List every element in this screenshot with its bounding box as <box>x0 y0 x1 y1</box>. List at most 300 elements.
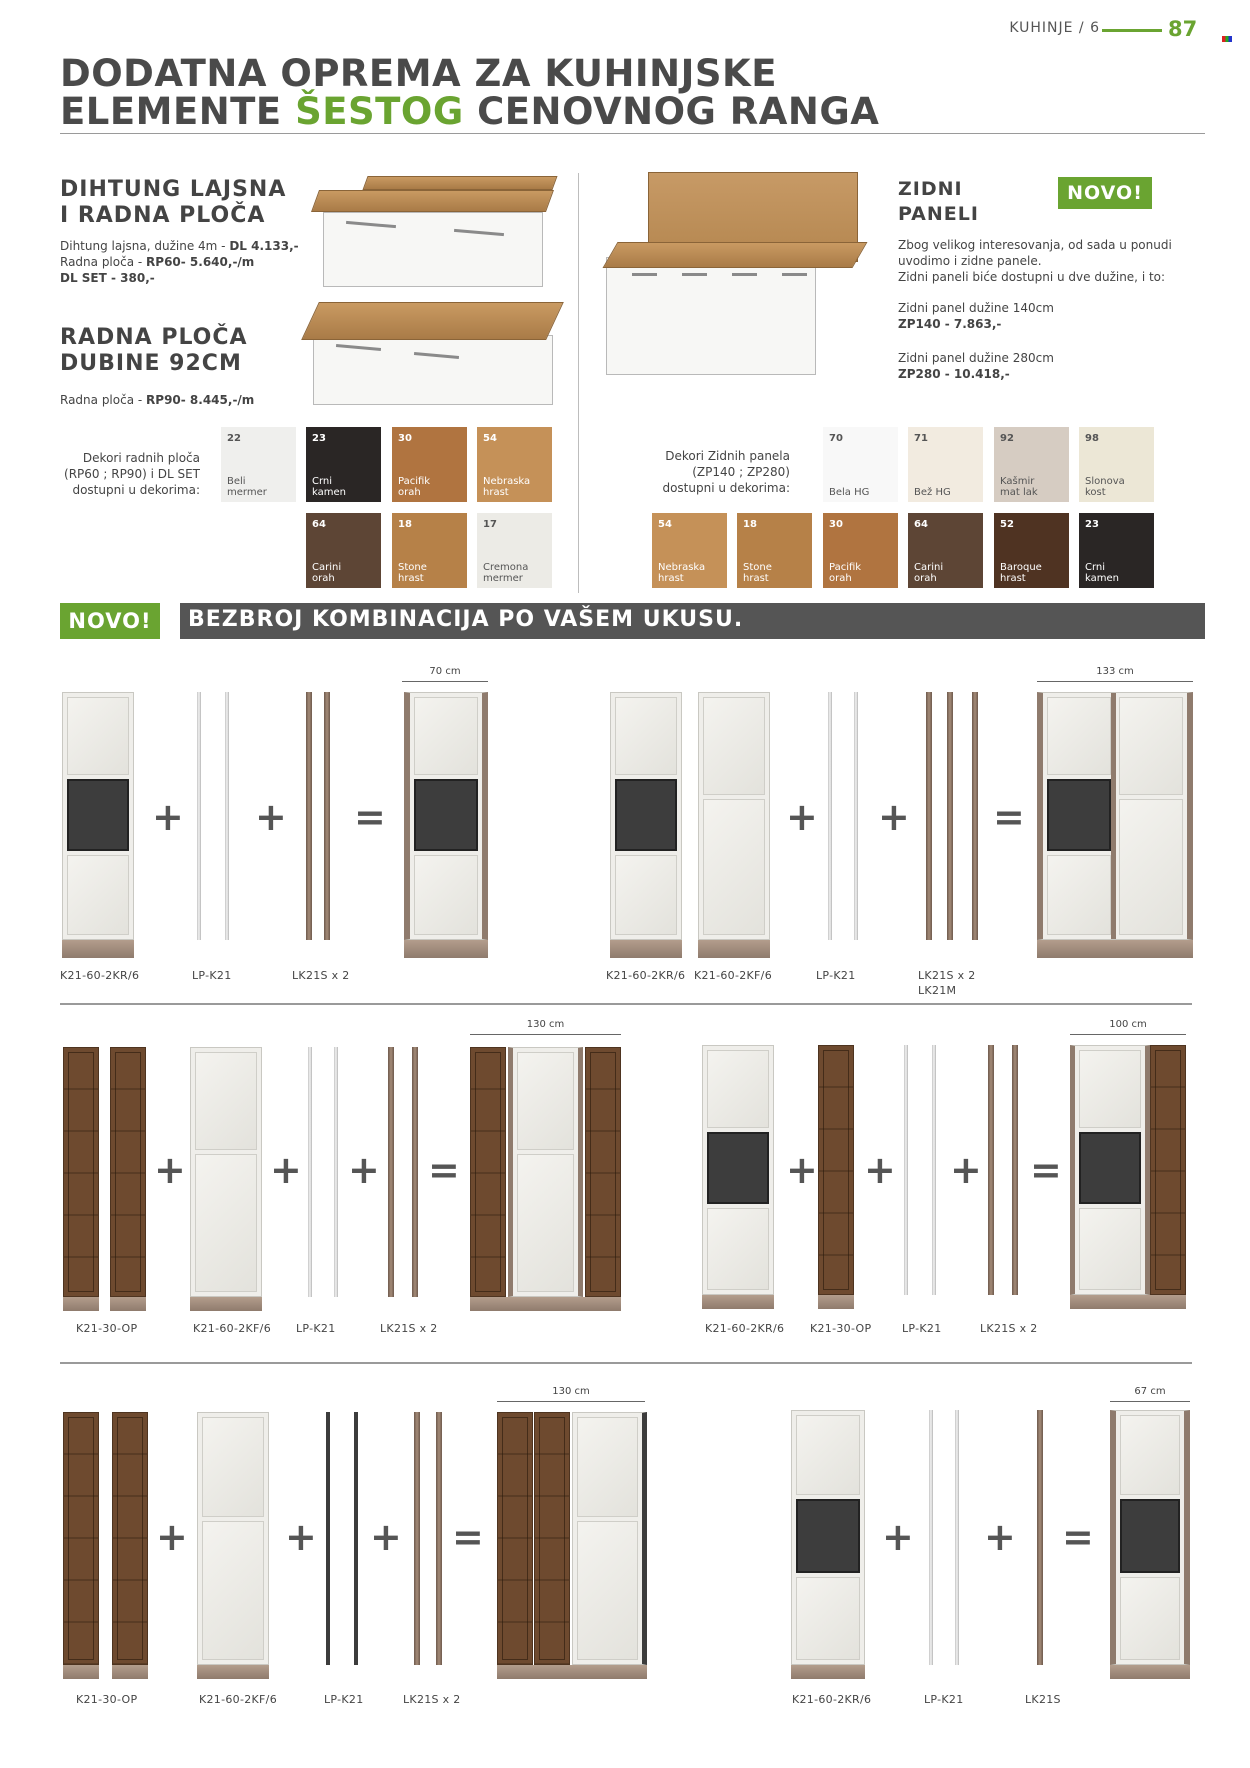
assembled-tall-oven <box>1070 1045 1150 1295</box>
cabinet-door <box>703 697 765 795</box>
cabinet-door <box>577 1417 638 1517</box>
plus-sign: + <box>270 1148 302 1192</box>
decor-swatch <box>823 513 898 588</box>
swatch-number: 70 <box>829 433 843 444</box>
swatch-name-line: Bež HG <box>914 487 951 498</box>
oven-niche <box>1120 1499 1180 1573</box>
cabinet-door <box>707 1050 769 1128</box>
title-divider <box>60 133 1205 134</box>
radna-title-1: RADNA PLOČA <box>60 325 248 350</box>
plinth <box>197 1665 269 1679</box>
cabinet-door <box>796 1415 860 1495</box>
swatch-number: 54 <box>658 519 672 530</box>
cabinet-door <box>1079 1050 1141 1128</box>
decor-swatch <box>652 513 727 588</box>
swatch-name <box>398 562 427 584</box>
decor-swatch <box>994 427 1069 502</box>
side-strip-lk <box>412 1047 418 1297</box>
plus-sign: + <box>370 1515 402 1559</box>
cabinet-door <box>1119 799 1183 935</box>
part-label: K21-30-OP <box>76 1322 138 1335</box>
oven-niche <box>67 779 129 851</box>
side-panel-lp <box>929 1410 933 1665</box>
decor-swatch <box>994 513 1069 588</box>
equals-sign: = <box>354 795 386 839</box>
cabinet-door <box>1120 1577 1180 1660</box>
side-panel-lp <box>854 692 858 940</box>
plinth <box>63 1297 99 1311</box>
plinth <box>1110 1665 1190 1679</box>
side-panel-lp <box>326 1412 330 1665</box>
cabinet-door <box>1047 855 1111 935</box>
oven-niche <box>615 779 677 851</box>
zidni-intro <box>898 237 1188 285</box>
tall-fridge-cabinet <box>190 1047 262 1297</box>
swatch-name <box>743 562 772 584</box>
dihtung-line-1-price: DL 4.133,- <box>229 239 299 253</box>
door-handle <box>782 273 807 276</box>
dihtung-line-3 <box>60 270 300 286</box>
dihtung-title-2: I RADNA PLOČA <box>60 203 266 228</box>
side-panel-lp <box>354 1412 358 1665</box>
drawer-handle <box>454 229 504 236</box>
cabinet-door <box>1047 697 1111 775</box>
section-divider <box>578 173 579 593</box>
part-label: LK21S <box>1025 1693 1061 1706</box>
plus-sign: + <box>786 1148 818 1192</box>
plinth <box>1070 1295 1186 1309</box>
width-label: 70 cm <box>429 666 461 677</box>
banner-novo-badge: NOVO! <box>60 603 160 639</box>
plinth <box>62 940 134 958</box>
caption-line: Dekori Zidnih panela <box>665 449 790 463</box>
cabinet-door <box>1120 1415 1180 1495</box>
width-label: 130 cm <box>552 1386 590 1397</box>
swatch-name <box>658 562 705 584</box>
decor-swatch <box>823 427 898 502</box>
side-strip-lk <box>414 1412 420 1665</box>
drawer-handle <box>336 344 381 351</box>
oven-niche <box>707 1132 769 1204</box>
side-strip-lk <box>947 692 953 940</box>
zidni-140 <box>898 300 1054 332</box>
swatch-name-line: Stone <box>743 562 772 573</box>
banner-text: BEZBROJ KOMBINACIJA PO VAŠEM UKUSU. <box>180 603 1205 639</box>
open-shelf-cabinet <box>497 1412 533 1665</box>
plinth <box>1037 940 1193 958</box>
part-label: LK21M <box>918 984 957 997</box>
oven-niche <box>796 1499 860 1573</box>
dihtung-line-2-text: Radna ploča - <box>60 255 147 269</box>
panel-280-price: ZP280 - 10.418,- <box>898 367 1010 381</box>
side-panel-lp <box>828 692 832 940</box>
tall-fridge-cabinet <box>197 1412 269 1665</box>
cabinet-door <box>517 1154 574 1292</box>
plus-sign: + <box>878 795 910 839</box>
plinth <box>63 1665 99 1679</box>
side-strip-lk <box>324 692 330 940</box>
equals-sign: = <box>1030 1148 1062 1192</box>
wall-panel-image <box>598 172 868 402</box>
plinth <box>497 1665 647 1679</box>
swatch-number: 22 <box>227 433 241 444</box>
decor-swatch <box>477 427 552 502</box>
equals-sign: = <box>1062 1515 1094 1559</box>
plinth <box>404 940 488 958</box>
intro-line: Zidni paneli biće dostupni u dve dužine, i to: <box>898 270 1166 284</box>
swatch-name-line: Nebraska <box>483 476 531 487</box>
dimension-line <box>1110 1401 1190 1402</box>
seal-strip <box>362 176 557 190</box>
plinth <box>698 940 770 958</box>
open-shelf-cabinet <box>112 1412 148 1665</box>
dimension-line <box>1070 1034 1186 1035</box>
plus-sign: + <box>348 1148 380 1192</box>
swatch-number: 71 <box>914 433 928 444</box>
dihtung-prices <box>60 238 300 286</box>
decor-swatch <box>908 427 983 502</box>
part-label: LP-K21 <box>324 1693 364 1706</box>
cabinet-door <box>202 1417 264 1517</box>
plus-sign: + <box>950 1148 982 1192</box>
swatch-number: 17 <box>483 519 497 530</box>
tall-oven-cabinet <box>791 1410 865 1665</box>
part-label: LP-K21 <box>816 969 856 982</box>
tall-fridge-cabinet <box>572 1412 647 1665</box>
section-label: KUHINJE / 6 <box>1009 20 1100 36</box>
open-shelf-cabinet <box>63 1412 99 1665</box>
swatch-number: 18 <box>743 519 757 530</box>
drawer-handle <box>346 221 396 228</box>
swatch-number: 64 <box>312 519 326 530</box>
swatch-name-line: mermer <box>483 573 523 584</box>
cabinet-door <box>414 855 478 935</box>
swatch-name <box>914 487 951 498</box>
swatch-name-line: Carini <box>312 562 342 573</box>
swatch-name-line: kamen <box>312 487 346 498</box>
plinth <box>190 1297 262 1311</box>
decor-swatch <box>392 427 467 502</box>
cabinet-door <box>577 1521 638 1660</box>
side-panel-lp <box>932 1045 936 1295</box>
dihtung-title-1: DIHTUNG LAJSNA <box>60 177 287 202</box>
cabinet-door <box>195 1154 257 1292</box>
assembled-tall-oven <box>1110 1410 1190 1665</box>
dihtung-line-3-price: DL SET - 380,- <box>60 271 155 285</box>
zidni-title <box>898 177 979 227</box>
part-label: LK21S x 2 <box>403 1693 461 1706</box>
swatch-name <box>829 487 869 498</box>
plus-sign: + <box>984 1515 1016 1559</box>
dimension-line <box>1037 681 1193 682</box>
decor-swatch <box>306 513 381 588</box>
panel-140-text: Zidni panel dužine 140cm <box>898 301 1054 315</box>
part-label: K21-60-2KF/6 <box>199 1693 277 1706</box>
cabinet-door <box>1119 697 1183 795</box>
zidni-title-1: ZIDNI <box>898 178 963 200</box>
plinth <box>818 1295 854 1309</box>
decor-swatch <box>1079 513 1154 588</box>
swatch-number: 52 <box>1000 519 1014 530</box>
swatch-name <box>398 476 430 498</box>
equals-sign: = <box>428 1148 460 1192</box>
decor-swatch <box>306 427 381 502</box>
dihtung-line-2 <box>60 254 300 270</box>
swatch-number: 64 <box>914 519 928 530</box>
equals-sign: = <box>993 795 1025 839</box>
swatch-name-line: kamen <box>1085 573 1119 584</box>
plus-sign: + <box>285 1515 317 1559</box>
plus-sign: + <box>786 795 818 839</box>
swatch-name-line: hrast <box>743 573 769 584</box>
dihtung-line-1 <box>60 238 300 254</box>
cabinet-door <box>414 697 478 775</box>
swatch-name <box>829 562 861 584</box>
swatch-name-line: Stone <box>398 562 427 573</box>
tall-fridge-cabinet <box>508 1047 583 1297</box>
side-strip-lk <box>1012 1045 1018 1295</box>
side-panel-lp <box>904 1045 908 1295</box>
cabinet-door <box>707 1208 769 1290</box>
part-label: K21-60-2KR/6 <box>60 969 140 982</box>
width-label: 67 cm <box>1134 1386 1166 1397</box>
plinth <box>112 1665 148 1679</box>
swatch-name-line: mermer <box>227 487 267 498</box>
decor-swatch <box>221 427 296 502</box>
decor-swatch <box>1079 427 1154 502</box>
swatch-name <box>1000 562 1042 584</box>
caption-line: (ZP140 ; ZP280) <box>692 465 790 479</box>
caption-line: (RP60 ; RP90) i DL SET <box>64 467 200 481</box>
swatch-name-line: hrast <box>483 487 509 498</box>
swatch-name-line: Carini <box>914 562 944 573</box>
plus-sign: + <box>255 795 287 839</box>
equals-sign: = <box>452 1515 484 1559</box>
cabinet-door <box>67 697 129 775</box>
decor-swatch <box>477 513 552 588</box>
cabinet-door <box>1079 1208 1141 1290</box>
width-label: 133 cm <box>1096 666 1134 677</box>
swatch-name-line: Pacifik <box>398 476 431 487</box>
swatch-name-line: Kašmir <box>1000 476 1035 487</box>
countertop <box>602 242 867 268</box>
panel-140-price: ZP140 - 7.863,- <box>898 317 1002 331</box>
intro-line: Zbog velikog interesovanja, od sada u ponudi <box>898 238 1172 252</box>
assembled-tall-oven <box>404 692 488 940</box>
decor-swatch <box>392 513 467 588</box>
caption-line: dostupni u dekorima: <box>662 481 790 495</box>
plinth <box>791 1665 865 1679</box>
part-label: K21-60-2KR/6 <box>792 1693 872 1706</box>
swatch-name <box>914 562 943 584</box>
door-handle <box>682 273 707 276</box>
title-line-1: DODATNA OPREMA ZA KUHINJSKE <box>60 52 778 95</box>
open-shelf-cabinet <box>470 1047 506 1297</box>
decor-swatch <box>737 513 812 588</box>
part-label: LK21S x 2 <box>292 969 350 982</box>
door-handle <box>732 273 757 276</box>
part-label: LK21S x 2 <box>380 1322 438 1335</box>
swatch-name-line: hrast <box>398 573 424 584</box>
swatch-name-line: Crni <box>312 476 333 487</box>
plus-sign: + <box>154 1148 186 1192</box>
header-rule <box>1102 29 1162 32</box>
part-label: K21-30-OP <box>76 1693 138 1706</box>
swatch-name-line: Crni <box>1085 562 1106 573</box>
part-label: LK21S x 2 <box>980 1322 1038 1335</box>
swatch-name-line: Slonova <box>1085 476 1125 487</box>
swatch-name <box>483 562 528 584</box>
swatch-number: 30 <box>398 433 412 444</box>
oven-niche <box>414 779 478 851</box>
open-shelf-cabinet <box>585 1047 621 1297</box>
caption-line: dostupni u dekorima: <box>72 483 200 497</box>
plinth <box>470 1297 621 1311</box>
title-part-b: CENOVNOG RANGA <box>463 90 880 133</box>
part-label: LP-K21 <box>296 1322 336 1335</box>
swatch-name-line: orah <box>829 573 852 584</box>
side-panel-lp <box>225 692 229 940</box>
swatch-name-line: hrast <box>1000 573 1026 584</box>
swatch-name-line: hrast <box>658 573 684 584</box>
zidni-280 <box>898 350 1054 382</box>
plinth <box>702 1295 774 1309</box>
swatch-name <box>483 476 530 498</box>
side-strip-lk <box>388 1047 394 1297</box>
part-label: LP-K21 <box>924 1693 964 1706</box>
countertop-with-strip-image <box>315 172 555 292</box>
side-panel-lp <box>955 1410 959 1665</box>
part-label: LP-K21 <box>192 969 232 982</box>
tall-fridge-cabinet <box>698 692 770 940</box>
part-label: K21-60-2KR/6 <box>705 1322 785 1335</box>
width-label: 100 cm <box>1109 1019 1147 1030</box>
side-panel-lp <box>308 1047 312 1297</box>
drawer-handle <box>414 352 459 359</box>
radna-title <box>60 325 248 377</box>
swatch-number: 30 <box>829 519 843 530</box>
part-label: K21-60-2KF/6 <box>694 969 772 982</box>
part-label: LP-K21 <box>902 1322 942 1335</box>
swatch-number: 98 <box>1085 433 1099 444</box>
plus-sign: + <box>882 1515 914 1559</box>
intro-line: uvodimo i zidne panele. <box>898 254 1042 268</box>
swatch-number: 23 <box>1085 519 1099 530</box>
dimension-line <box>470 1034 621 1035</box>
oven-niche <box>1079 1132 1141 1204</box>
swatch-name-line: Cremona <box>483 562 529 573</box>
part-label: LK21S x 2 <box>918 969 976 982</box>
radna-line-text: Radna ploča - <box>60 393 147 407</box>
countertop <box>311 190 554 212</box>
cabinet-door <box>202 1521 264 1660</box>
swatch-name <box>312 562 341 584</box>
radna-price-line <box>60 392 254 408</box>
side-strip-lk <box>306 692 312 940</box>
plus-sign: + <box>864 1148 896 1192</box>
panel-280-text: Zidni panel dužine 280cm <box>898 351 1054 365</box>
zidni-title-2: PANELI <box>898 203 979 225</box>
base-cabinet <box>313 335 553 405</box>
dekori-radnih-caption <box>60 450 200 498</box>
open-shelf-cabinet <box>818 1045 854 1295</box>
door-handle <box>632 273 657 276</box>
swatch-name <box>1085 476 1125 498</box>
swatch-name-line: Nebraska <box>658 562 706 573</box>
swatch-number: 18 <box>398 519 412 530</box>
dihtung-line-2-price: RP60- 5.640,-/m <box>146 255 255 269</box>
side-strip-lk <box>436 1412 442 1665</box>
side-strip-lk <box>926 692 932 940</box>
tall-oven-cabinet <box>702 1045 774 1295</box>
countertop <box>301 302 564 340</box>
decor-swatch <box>908 513 983 588</box>
swatch-name <box>1085 562 1119 584</box>
swatch-name-line: orah <box>312 573 335 584</box>
title-line-2 <box>60 90 880 133</box>
open-shelf-cabinet <box>1150 1045 1186 1295</box>
deep-countertop-image <box>305 300 560 410</box>
open-shelf-cabinet <box>534 1412 570 1665</box>
cabinet-door <box>796 1577 860 1660</box>
caption-line: Dekori radnih ploča <box>82 451 200 465</box>
row-divider <box>60 1362 1192 1364</box>
radna-title-2: DUBINE 92CM <box>60 351 242 376</box>
swatch-name-line: Bela HG <box>829 487 870 498</box>
swatch-name <box>312 476 346 498</box>
swatch-number: 92 <box>1000 433 1014 444</box>
dimension-line <box>402 681 488 682</box>
dimension-line <box>497 1401 645 1402</box>
cabinet-door <box>615 697 677 775</box>
novo-badge: NOVO! <box>1058 177 1152 209</box>
swatch-name-line: Pacifik <box>829 562 862 573</box>
swatch-name-line: Beli <box>227 476 246 487</box>
width-label: 130 cm <box>526 1019 565 1030</box>
swatch-number: 23 <box>312 433 326 444</box>
cabinet-door <box>703 799 765 935</box>
side-strip-lk <box>972 692 978 940</box>
tall-oven-cabinet <box>62 692 134 940</box>
cabinet-door <box>615 855 677 935</box>
plinth <box>610 940 682 958</box>
row-divider <box>60 1003 1192 1005</box>
page-number: 87 <box>1168 17 1198 41</box>
side-strip-lk <box>1037 1410 1043 1665</box>
dekori-zidnih-caption <box>640 448 790 496</box>
open-shelf-cabinet <box>110 1047 146 1297</box>
title-part-a: ELEMENTE <box>60 90 296 133</box>
assembled-oven-fridge <box>1037 692 1193 940</box>
radna-line-price: RP90- 8.445,-/m <box>146 393 255 407</box>
side-strip-lk <box>988 1045 994 1295</box>
dihtung-line-1-text: Dihtung lajsna, dužine 4m - <box>60 239 230 253</box>
plinth <box>110 1297 146 1311</box>
cabinet-door <box>195 1052 257 1150</box>
swatch-number: 54 <box>483 433 497 444</box>
swatch-name-line: mat lak <box>1000 487 1038 498</box>
page-title <box>60 52 880 133</box>
dihtung-title <box>60 177 286 229</box>
part-label: K21-60-2KF/6 <box>193 1322 271 1335</box>
plus-sign: + <box>156 1515 188 1559</box>
side-panel-lp <box>197 692 201 940</box>
part-label: K21-30-OP <box>810 1322 872 1335</box>
middle-strip <box>1111 693 1116 939</box>
swatch-name <box>1000 476 1038 498</box>
base-cabinet <box>323 212 543 287</box>
swatch-name-line: orah <box>398 487 421 498</box>
